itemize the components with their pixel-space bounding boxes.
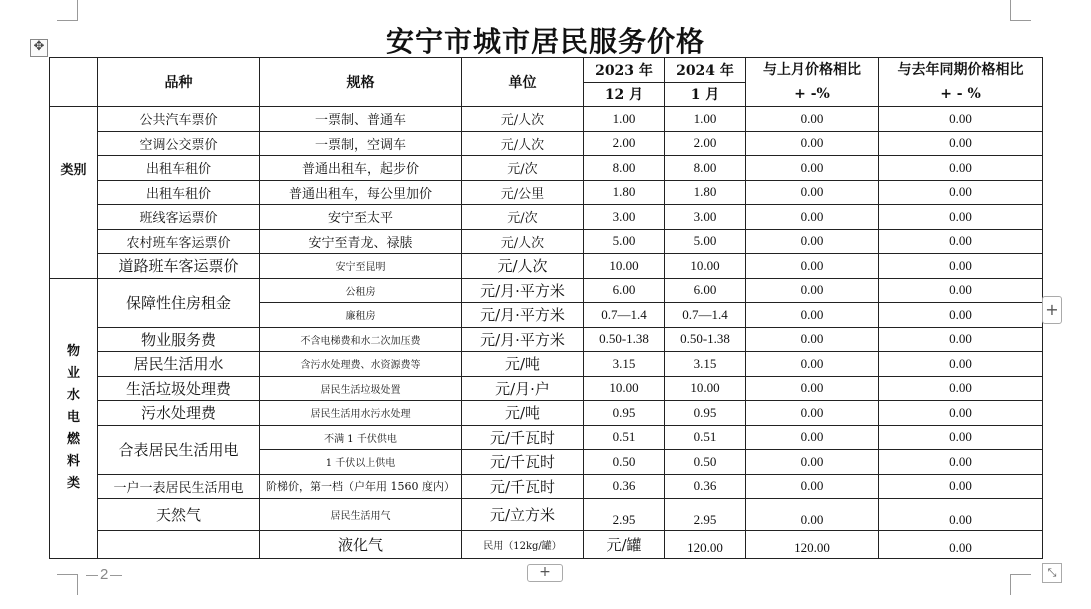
price-2024-cell: 120.00 bbox=[746, 531, 879, 559]
category-empty-cell bbox=[98, 531, 260, 559]
unit-cell: 元/月·平方米 bbox=[462, 303, 584, 328]
price-2024-cell: 2.00 bbox=[665, 131, 746, 156]
table-row bbox=[50, 499, 1043, 531]
price-2023-cell: 6.00 bbox=[584, 278, 665, 303]
yoy-cell: 0.00 bbox=[879, 401, 1043, 426]
unit-cell: 元/千瓦时 bbox=[462, 425, 584, 450]
variety-cell: 公共汽车票价 bbox=[98, 107, 260, 132]
variety-cell: 液化气 bbox=[260, 531, 462, 559]
table-row bbox=[50, 156, 1043, 181]
spec-cell: 不含电梯费和水二次加压费 bbox=[260, 327, 462, 352]
price-2023-cell: 10.00 bbox=[584, 254, 665, 279]
header-mom-sub: + -% bbox=[794, 86, 830, 102]
yoy-cell: 0.00 bbox=[879, 499, 1043, 531]
unit-cell: 元/千瓦时 bbox=[462, 474, 584, 499]
yoy-cell: 0.00 bbox=[879, 376, 1043, 401]
mom-cell: 0.00 bbox=[746, 499, 879, 531]
price-2023-cell: 8.00 bbox=[584, 156, 665, 181]
category-char: 类 bbox=[66, 476, 80, 492]
table-row bbox=[50, 327, 1043, 352]
price-2024-cell: 5.00 bbox=[665, 229, 746, 254]
unit-cell: 元/次 bbox=[462, 205, 584, 230]
category-char: 水 bbox=[66, 388, 80, 404]
mom-cell: 0.00 bbox=[746, 303, 879, 328]
spec-cell: 不满 1 千伏供电 bbox=[260, 425, 462, 450]
table-row bbox=[50, 254, 1043, 279]
spec-cell: 含污水处理费、水资源费等 bbox=[260, 352, 462, 377]
spec-cell: 居民生活用气 bbox=[260, 499, 462, 531]
page-corner-top-left bbox=[57, 0, 78, 21]
header-year-2024: 2024 年 bbox=[665, 58, 746, 83]
spec-cell: 普通出租车，每公里加价 bbox=[260, 180, 462, 205]
page-number: 2 bbox=[84, 566, 124, 583]
page-title: 安宁市城市居民服务价格 bbox=[385, 25, 705, 58]
header-yoy-label: 与去年同期价格相比 bbox=[897, 62, 1024, 78]
price-2023-cell: 0.51 bbox=[584, 425, 665, 450]
price-2024-cell: 0.7—1.4 bbox=[665, 303, 746, 328]
category-transport: 类别 bbox=[50, 107, 98, 279]
mom-cell: 0.00 bbox=[746, 229, 879, 254]
price-2024-cell: 1.80 bbox=[665, 180, 746, 205]
mom-cell: 0.00 bbox=[746, 180, 879, 205]
mom-cell: 0.00 bbox=[746, 450, 879, 475]
yoy-cell: 0.00 bbox=[879, 205, 1043, 230]
variety-cell: 污水处理费 bbox=[98, 401, 260, 426]
table-row bbox=[50, 131, 1043, 156]
spec-cell: 1 千伏以上供电 bbox=[260, 450, 462, 475]
mom-cell: 0.00 bbox=[746, 278, 879, 303]
mom-cell: 0.00 bbox=[879, 531, 1043, 559]
price-2023-cell: 10.00 bbox=[584, 376, 665, 401]
yoy-cell: 0.00 bbox=[879, 278, 1043, 303]
variety-cell: 居民生活用水 bbox=[98, 352, 260, 377]
variety-cell: 出租车租价 bbox=[98, 180, 260, 205]
yoy-cell: 0.00 bbox=[879, 425, 1043, 450]
price-2024-cell: 3.00 bbox=[665, 205, 746, 230]
category-char: 电 bbox=[66, 410, 80, 426]
price-2023-cell: 0.50-1.38 bbox=[584, 327, 665, 352]
header-year-2023: 2023 年 bbox=[584, 58, 665, 83]
table-row bbox=[50, 180, 1043, 205]
category-char: 料 bbox=[66, 454, 80, 470]
header-month-2024: 1 月 bbox=[665, 82, 746, 107]
unit-cell: 元/千瓦时 bbox=[462, 450, 584, 475]
price-2024-cell: 6.00 bbox=[665, 278, 746, 303]
spec-cell: 普通出租车，起步价 bbox=[260, 156, 462, 181]
price-2023-cell: 3.15 bbox=[584, 352, 665, 377]
mom-cell: 0.00 bbox=[746, 107, 879, 132]
variety-cell: 农村班车客运票价 bbox=[98, 229, 260, 254]
unit-cell: 元/人次 bbox=[462, 107, 584, 132]
price-2024-cell: 0.51 bbox=[665, 425, 746, 450]
yoy-cell: 0.00 bbox=[879, 229, 1043, 254]
variety-cell: 合表居民生活用电 bbox=[98, 425, 260, 474]
mom-cell: 0.00 bbox=[746, 401, 879, 426]
header-month-2023: 12 月 bbox=[584, 82, 665, 107]
yoy-cell: 0.00 bbox=[879, 131, 1043, 156]
price-2023-cell: 3.00 bbox=[584, 205, 665, 230]
table-row bbox=[50, 229, 1043, 254]
mom-cell: 0.00 bbox=[746, 156, 879, 181]
price-2023-cell: 2.00 bbox=[584, 131, 665, 156]
unit-cell: 元/人次 bbox=[462, 131, 584, 156]
variety-cell: 出租车租价 bbox=[98, 156, 260, 181]
price-2023-cell: 5.00 bbox=[584, 229, 665, 254]
table-resize-icon[interactable]: ⤡ bbox=[1042, 563, 1062, 583]
unit-cell: 元/月·户 bbox=[462, 376, 584, 401]
spec-cell: 居民生活垃圾处置 bbox=[260, 376, 462, 401]
unit-cell: 元/人次 bbox=[462, 229, 584, 254]
table-row bbox=[50, 107, 1043, 132]
price-2023-cell: 120.00 bbox=[665, 531, 746, 559]
category-char: 业 bbox=[66, 366, 80, 382]
unit-cell: 元/吨 bbox=[462, 352, 584, 377]
mom-cell: 0.00 bbox=[746, 327, 879, 352]
table-row bbox=[50, 376, 1043, 401]
price-2024-cell: 8.00 bbox=[665, 156, 746, 181]
price-2024-cell: 1.00 bbox=[665, 107, 746, 132]
category-char: 燃 bbox=[66, 432, 80, 448]
variety-cell: 物业服务费 bbox=[98, 327, 260, 352]
page-corner-top-right bbox=[1010, 0, 1031, 21]
yoy-cell: 0.00 bbox=[879, 107, 1043, 132]
price-2024-cell: 10.00 bbox=[665, 376, 746, 401]
price-table bbox=[49, 57, 1043, 559]
mom-cell: 0.00 bbox=[746, 376, 879, 401]
header-mom-label: 与上月价格相比 bbox=[763, 62, 861, 78]
unit-cell: 元/吨 bbox=[462, 401, 584, 426]
price-2023-cell: 0.95 bbox=[584, 401, 665, 426]
price-2024-cell: 0.50 bbox=[665, 450, 746, 475]
yoy-cell: 0.00 bbox=[879, 352, 1043, 377]
page-corner-bottom-left bbox=[57, 574, 78, 595]
yoy-cell: 0.00 bbox=[879, 156, 1043, 181]
category-utilities bbox=[50, 278, 98, 559]
price-2024-cell: 2.95 bbox=[665, 499, 746, 531]
spec-cell: 一票制，空调车 bbox=[260, 131, 462, 156]
spec-cell: 公租房 bbox=[260, 278, 462, 303]
table-row bbox=[50, 352, 1043, 377]
header-yoy-sub: + - % bbox=[940, 86, 981, 102]
category-char: 物 bbox=[66, 344, 80, 360]
price-2024-cell: 0.50-1.38 bbox=[665, 327, 746, 352]
variety-cell: 道路班车客运票价 bbox=[98, 254, 260, 279]
mom-cell: 0.00 bbox=[746, 425, 879, 450]
add-column-button[interactable]: + bbox=[1042, 296, 1062, 324]
price-2023-cell: 0.36 bbox=[584, 474, 665, 499]
yoy-cell: 0.00 bbox=[879, 474, 1043, 499]
price-2023-cell: 2.95 bbox=[584, 499, 665, 531]
mom-cell: 0.00 bbox=[746, 254, 879, 279]
price-2023-cell: 0.7—1.4 bbox=[584, 303, 665, 328]
yoy-cell: 0.00 bbox=[879, 254, 1043, 279]
table-move-handle-icon[interactable]: ✥ bbox=[30, 39, 48, 57]
page-corner-bottom-right bbox=[1010, 574, 1031, 595]
header-unit: 单位 bbox=[462, 58, 584, 107]
unit-cell: 元/月·平方米 bbox=[462, 327, 584, 352]
variety-cell: 空调公交票价 bbox=[98, 131, 260, 156]
yoy-cell: 0.00 bbox=[879, 450, 1043, 475]
mom-cell: 0.00 bbox=[746, 352, 879, 377]
mom-cell: 0.00 bbox=[746, 131, 879, 156]
table-row bbox=[50, 474, 1043, 499]
price-2024-cell: 3.15 bbox=[665, 352, 746, 377]
price-2023-cell: 0.50 bbox=[584, 450, 665, 475]
yoy-cell: 0.00 bbox=[879, 303, 1043, 328]
spec-cell: 安宁至青龙、禄脿 bbox=[260, 229, 462, 254]
price-2023-cell: 1.80 bbox=[584, 180, 665, 205]
table-row bbox=[50, 531, 1043, 559]
unit-cell: 元/立方米 bbox=[462, 499, 584, 531]
unit-cell: 元/罐 bbox=[584, 531, 665, 559]
yoy-cell: 0.00 bbox=[879, 180, 1043, 205]
spec-cell: 民用（12kg/罐） bbox=[462, 531, 584, 559]
variety-cell: 一户一表居民生活用电 bbox=[98, 474, 260, 499]
unit-cell: 元/月·平方米 bbox=[462, 278, 584, 303]
header-spec: 规格 bbox=[260, 58, 462, 107]
spec-cell: 廉租房 bbox=[260, 303, 462, 328]
add-row-button[interactable]: + bbox=[527, 564, 563, 582]
spec-cell: 一票制、普通车 bbox=[260, 107, 462, 132]
table-row bbox=[50, 401, 1043, 426]
spec-cell: 安宁至昆明 bbox=[260, 254, 462, 279]
price-2024-cell: 0.36 bbox=[665, 474, 746, 499]
header-category bbox=[50, 58, 98, 107]
unit-cell: 元/次 bbox=[462, 156, 584, 181]
unit-cell: 元/人次 bbox=[462, 254, 584, 279]
variety-cell: 保障性住房租金 bbox=[98, 278, 260, 327]
spec-cell: 居民生活用水污水处理 bbox=[260, 401, 462, 426]
table-row bbox=[50, 425, 1043, 450]
price-2024-cell: 0.95 bbox=[665, 401, 746, 426]
spec-cell: 阶梯价，第一档（户年用 1560 度内） bbox=[260, 474, 462, 499]
header-variety: 品种 bbox=[98, 58, 260, 107]
price-2024-cell: 10.00 bbox=[665, 254, 746, 279]
variety-cell: 天然气 bbox=[98, 499, 260, 531]
header-yoy bbox=[879, 58, 1043, 107]
table-row bbox=[50, 278, 1043, 303]
header-mom bbox=[746, 58, 879, 107]
spec-cell: 安宁至太平 bbox=[260, 205, 462, 230]
variety-cell: 班线客运票价 bbox=[98, 205, 260, 230]
mom-cell: 0.00 bbox=[746, 474, 879, 499]
mom-cell: 0.00 bbox=[746, 205, 879, 230]
price-2023-cell: 1.00 bbox=[584, 107, 665, 132]
unit-cell: 元/公里 bbox=[462, 180, 584, 205]
variety-cell: 生活垃圾处理费 bbox=[98, 376, 260, 401]
table-row bbox=[50, 205, 1043, 230]
yoy-cell: 0.00 bbox=[879, 327, 1043, 352]
